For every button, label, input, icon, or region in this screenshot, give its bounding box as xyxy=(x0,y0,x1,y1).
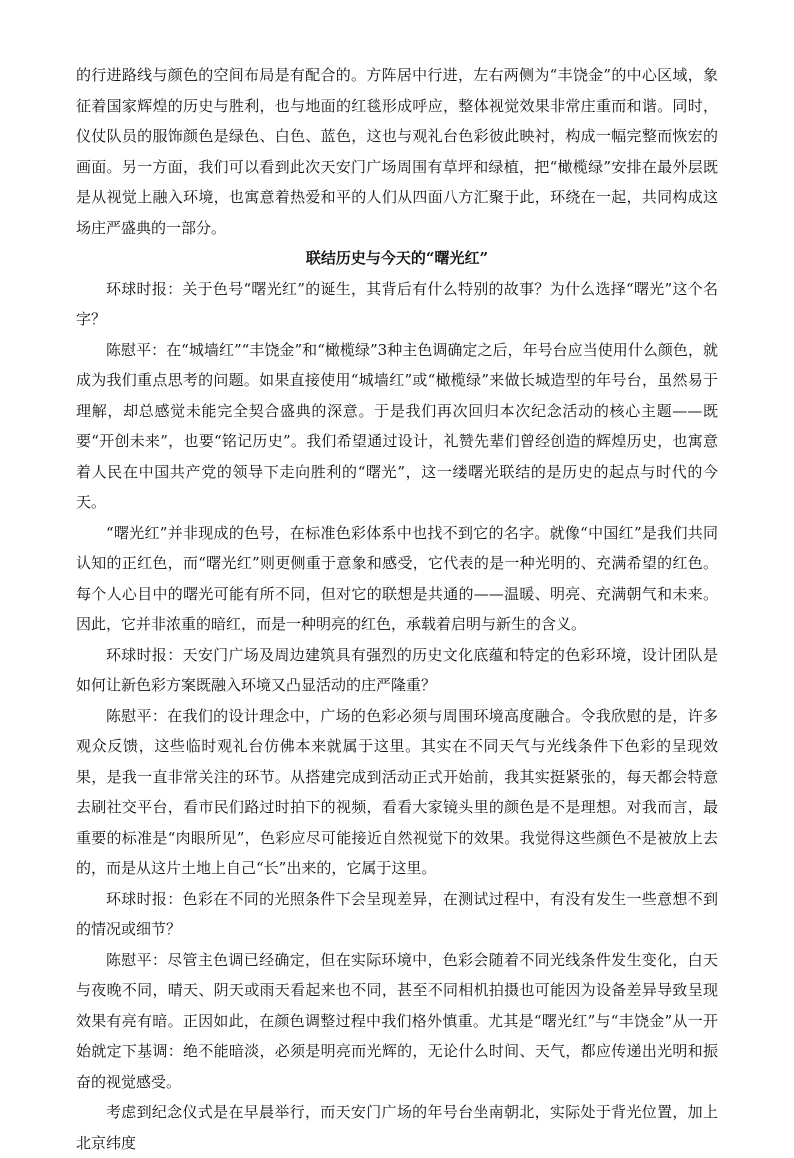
section-heading: 联结历史与今天的“曙光红” xyxy=(305,249,489,267)
paragraph-answer-1: 陈慰平：在“城墙红”“丰饶金”和“橄榄绿”3种主色调确定之后，年号台应当使用什么颜色，就成为我们重点思考的问题。如果直接使用“城墙红”或“橄榄绿”来做长城造型的年号台，虽然易于理解，却总感觉未能完全契合盛典的深意。于是我们再次回归本次纪念活动的核心主题——既要“开创未来”，也要“铭记历史”。我们希望通过设计，礼赞先辈们曾经创造的辉煌历史，也寓意着人民在中国共产党的领导下走向胜利的“曙光”，这一缕曙光联结的是历史的起点与时代的今天。 xyxy=(76,340,718,511)
document-page xyxy=(76,60,718,1158)
paragraph-question-3: 环球时报：色彩在不同的光照条件下会呈现差异，在测试过程中，有没有发生一些意想不到的情况或细节？ xyxy=(76,889,718,938)
paragraph-question-1: 环球时报：关于色号“曙光红”的诞生，其背后有什么特别的故事？为什么选择“曙光”这个名字？ xyxy=(76,279,718,328)
paragraph-answer-3: 陈慰平：尽管主色调已经确定，但在实际环境中，色彩会随着不同光线条件发生变化，白天与夜晚不同，晴天、阴天或雨天看起来也不同，甚至不同相机拍摄也可能因为设备差异导致呈现效果有亮有暗。正因如此，在颜色调整过程中我们格外慎重。尤其是“曙光红”与“丰饶金”从一开始就定下基调：绝不能暗淡，必须是明亮而光辉的，无论什么时间、天气，都应传递出光明和振奋的视觉感受。 xyxy=(76,950,718,1091)
paragraph-answer-1-cont: “曙光红”并非现成的色号，在标准色彩体系中也找不到它的名字。就像“中国红”是我们共同认知的正红色，而“曙光红”则更侧重于意象和感受，它代表的是一种光明的、充满希望的红色。每个人心目中的曙光可能有所不同，但对它的联想是共通的——温暖、明亮、充满朝气和未来。因此，它并非浓重的暗红，而是一种明亮的红色，承载着启明与新生的含义。 xyxy=(76,523,718,633)
paragraph-question-2: 环球时报：天安门广场及周边建筑具有强烈的历史文化底蕴和特定的色彩环境，设计团队是如何让新色彩方案既融入环境又凸显活动的庄严隆重？ xyxy=(76,645,718,694)
paragraph-answer-2: 陈慰平：在我们的设计理念中，广场的色彩必须与周围环境高度融合。令我欣慰的是，许多观众反馈，这些临时观礼台仿佛本来就属于这里。其实在不同天气与光线条件下色彩的呈现效果，是我一直非常关注的环节。从搭建完成到活动正式开始前，我其实挺紧张的，每天都会特意去刷社交平台，看市民们路过时拍下的视频，看看大家镜头里的颜色是不是理想。对我而言，最重要的标准是“肉眼所见”，色彩应尽可能接近自然视觉下的效果。我觉得这些颜色不是被放上去的，而是从这片土地上自己“长”出来的，它属于这里。 xyxy=(76,706,718,877)
continuation-paragraph: 的行进路线与颜色的空间布局是有配合的。方阵居中行进，左右两侧为“丰饶金”的中心区域，象征着国家辉煌的历史与胜利，也与地面的红毯形成呼应，整体视觉效果非常庄重而和谐。同时，仪仗队员的服饰颜色是绿色、白色、蓝色，这也与观礼台色彩彼此映衬，构成一幅完整而恢宏的画面。另一方面，我们可以看到此次天安门广场周围有草坪和绿植，把“橄榄绿”安排在最外层既是从视觉上融入环境，也寓意着热爱和平的人们从四面八方汇聚于此，环绕在一起，共同构成这场庄严盛典的一部分。 xyxy=(76,66,718,237)
paragraph-answer-3-cont: 考虑到纪念仪式是在早晨举行，而天安门广场的年号台坐南朝北，实际处于背光位置，加上北京纬度 xyxy=(76,1103,718,1152)
